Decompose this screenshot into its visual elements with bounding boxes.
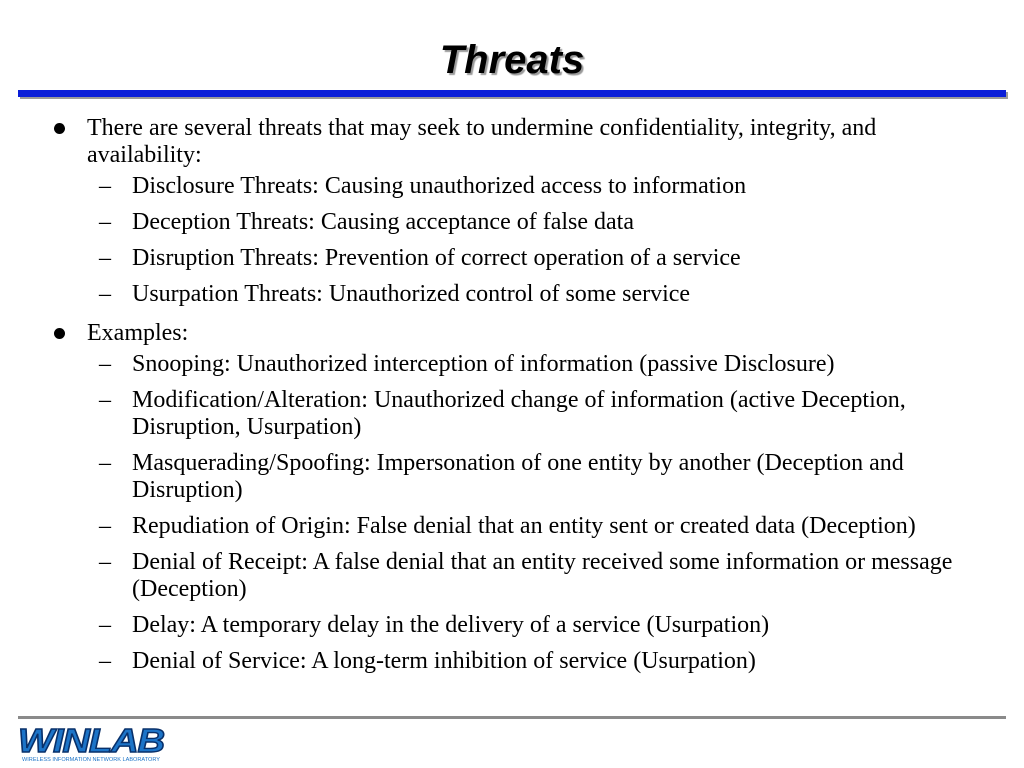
sub-bullet-text: Denial of Receipt: A false denial that an entity received some information or message (Deception) xyxy=(132,549,953,602)
dash-icon: – xyxy=(99,351,111,377)
bullet-dot-icon xyxy=(54,328,65,339)
footer-divider xyxy=(18,716,1006,719)
bullet-threats-overview xyxy=(52,115,982,308)
sub-bullet-text: Delay: A temporary delay in the delivery of a service (Usurpation) xyxy=(132,612,770,638)
sub-bullet-item xyxy=(87,387,982,441)
winlab-logo xyxy=(16,723,168,763)
dash-icon: – xyxy=(99,450,111,476)
slide-title: Threats xyxy=(439,38,585,82)
sub-bullet-text: Repudiation of Origin: False denial that an entity sent or created data (Deception) xyxy=(132,513,916,539)
logo-subtitle: WIRELESS INFORMATION NETWORK LABORATORY xyxy=(22,757,161,763)
dash-icon: – xyxy=(99,209,111,235)
sub-bullet-item xyxy=(87,549,982,603)
bullet-text: There are several threats that may seek to undermine confidentiality, integrity, and availability: xyxy=(87,115,877,168)
sub-bullet-text: Disclosure Threats: Causing unauthorized access to information xyxy=(132,173,747,199)
sub-bullet-item xyxy=(87,351,982,378)
sub-bullet-text: Snooping: Unauthorized interception of information (passive Disclosure) xyxy=(132,351,835,377)
sub-bullet-text: Masquerading/Spoofing: Impersonation of one entity by another (Deception and Disruption) xyxy=(132,450,904,503)
dash-icon: – xyxy=(99,387,111,413)
sub-bullet-item xyxy=(87,245,982,272)
sub-bullet-item xyxy=(87,612,982,639)
bullet-examples xyxy=(52,320,982,675)
sub-bullet-text: Disruption Threats: Prevention of correct operation of a service xyxy=(132,245,741,271)
sub-bullet-item xyxy=(87,281,982,308)
dash-icon: – xyxy=(99,245,111,271)
title-divider xyxy=(18,90,1006,97)
sub-bullet-list xyxy=(87,173,982,308)
sub-bullet-text: Deception Threats: Causing acceptance of false data xyxy=(132,209,634,235)
sub-bullet-text: Denial of Service: A long-term inhibition of service (Usurpation) xyxy=(132,648,756,674)
sub-bullet-item xyxy=(87,450,982,504)
dash-icon: – xyxy=(99,648,111,674)
dash-icon: – xyxy=(99,281,111,307)
sub-bullet-item xyxy=(87,513,982,540)
sub-bullet-item xyxy=(87,173,982,200)
sub-bullet-item xyxy=(87,209,982,236)
sub-bullet-text: Usurpation Threats: Unauthorized control of some service xyxy=(132,281,691,307)
dash-icon: – xyxy=(99,549,111,575)
dash-icon: – xyxy=(99,173,111,199)
logo-name: WINLAB xyxy=(18,723,165,759)
sub-bullet-list xyxy=(87,351,982,675)
dash-icon: – xyxy=(99,612,111,638)
bullet-text: Examples: xyxy=(87,320,189,346)
bullet-dot-icon xyxy=(54,123,65,134)
slide-body xyxy=(52,115,982,675)
dash-icon: – xyxy=(99,513,111,539)
sub-bullet-item xyxy=(87,648,982,675)
sub-bullet-text: Modification/Alteration: Unauthorized change of information (active Deception, Disruption, Usurpation) xyxy=(132,387,906,440)
